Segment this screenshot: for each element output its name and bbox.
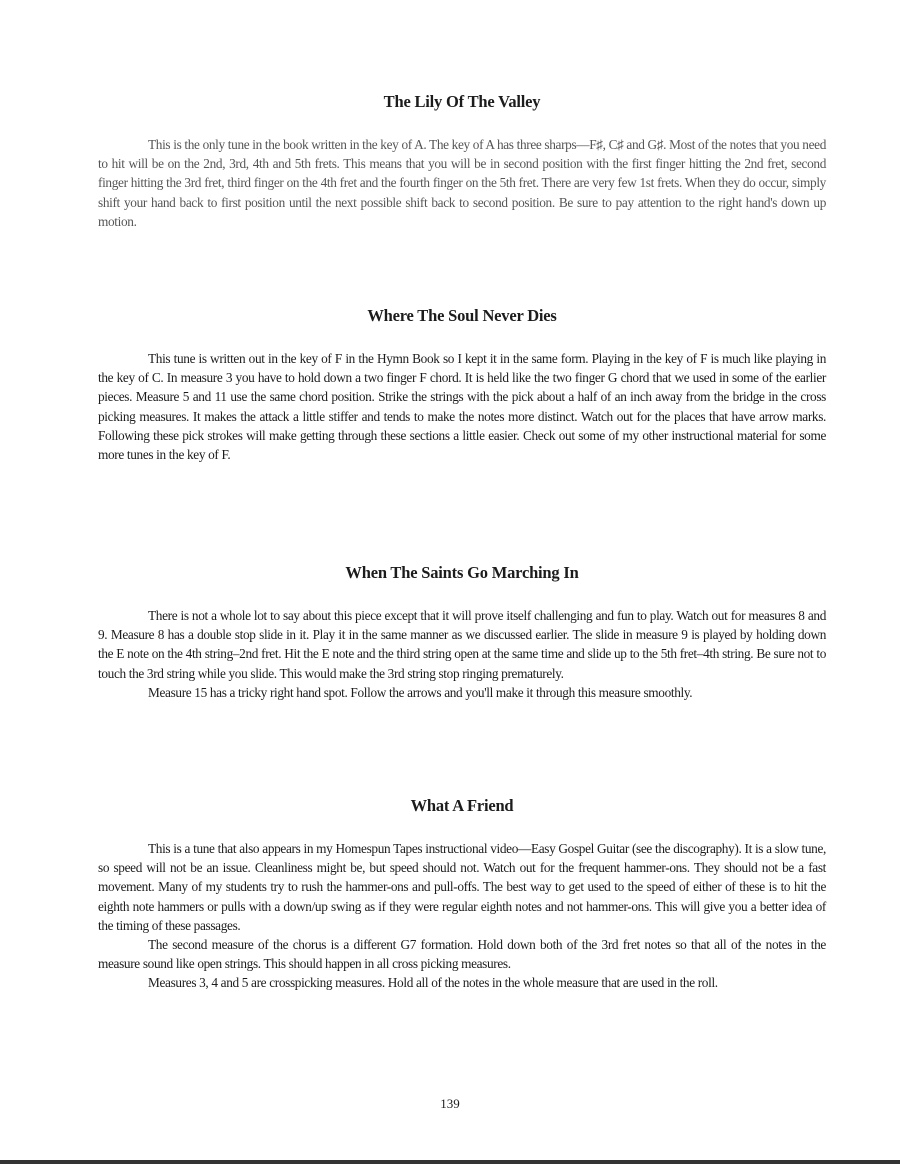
section-title: When The Saints Go Marching In	[345, 563, 579, 582]
section-paragraph: Measures 3, 4 and 5 are crosspicking measures. Hold all of the notes in the whole measure that are used in the roll.	[148, 975, 718, 991]
page-bottom-edge	[0, 1160, 900, 1164]
section-title: Where The Soul Never Dies	[367, 306, 557, 325]
section-what-a-friend	[98, 796, 826, 993]
section-paragraph: Measure 15 has a tricky right hand spot. Follow the arrows and you'll make it through this measure smoothly.	[148, 684, 693, 700]
section-when-the-saints	[98, 563, 826, 702]
section-where-the-soul-never-dies	[98, 306, 826, 464]
section-title: The Lily Of The Valley	[383, 92, 541, 111]
section-lily-of-the-valley	[98, 92, 826, 231]
section-paragraph: This is the only tune in the book written in the key of A. The key of A has three sharps—F♯, C♯ and G♯. Most of the notes that you need to hit will be on the 2nd, 3rd, 4th and 5th frets. This means that you will be in second position with the first finger hitting the 2nd fret, second finger hitting the 3rd fret, third finger on the 4th fret and the fourth finger on the 5th fret. There are very few 1st frets. When they do occur, simply shift your hand back to first position until the next possible shift back to second position. Be sure to pay attention to the right hand's down up motion.	[98, 137, 826, 229]
section-paragraph: This tune is written out in the key of F in the Hymn Book so I kept it in the same form. Playing in the key of F is much like playing in the key of C. In measure 3 you have to hold down a two finger F chord. It is held like the two finger G chord that we used in some of the earlier pieces. Measure 5 and 11 use the same chord position. Strike the strings with the pick about a half of an inch away from the bridge in the cross picking measures. It makes the attack a little stiffer and tends to make the notes more distinct. Watch out for the places that have arrow marks. Following these pick strokes will make getting through these sections a little easier. Check out some of my other instructional material for some more tunes in the key of F.	[98, 351, 826, 463]
section-paragraph: There is not a whole lot to say about this piece except that it will prove itself challenging and fun to play. Watch out for measures 8 and 9. Measure 8 has a double stop slide in it. Play it in the same manner as we discussed earlier. The slide in measure 9 is played by holding down the E note on the 4th string–2nd fret. Hit the E note and the third string open at the same time and slide up to the 5th fret–4th string. Be sure not to touch the 3rd string while you slide. This would make the 3rd string stop ringing prematurely.	[98, 608, 826, 681]
section-paragraph: The second measure of the chorus is a different G7 formation. Hold down both of the 3rd fret notes so that all of the notes in the measure sound like open strings. This should happen in all cross picking measures.	[98, 937, 826, 972]
section-title: What A Friend	[410, 796, 514, 815]
section-paragraph: This is a tune that also appears in my Homespun Tapes instructional video—Easy Gospel Guitar (see the discography). It is a slow tune, so speed will not be an issue. Cleanliness might be, but speed should not. Watch out for the frequent hammer-ons. They should not be a fast movement. Many of my students try to rush the hammer-ons and pull-offs. The best way to get used to the speed of either of these is to hit the eighth note hammers or pulls with a down/up swing as if they were regular eighth notes and not hammer-ons. This will give you a better idea of the timing of these passages.	[98, 841, 826, 933]
page-number: 139	[440, 1096, 460, 1111]
